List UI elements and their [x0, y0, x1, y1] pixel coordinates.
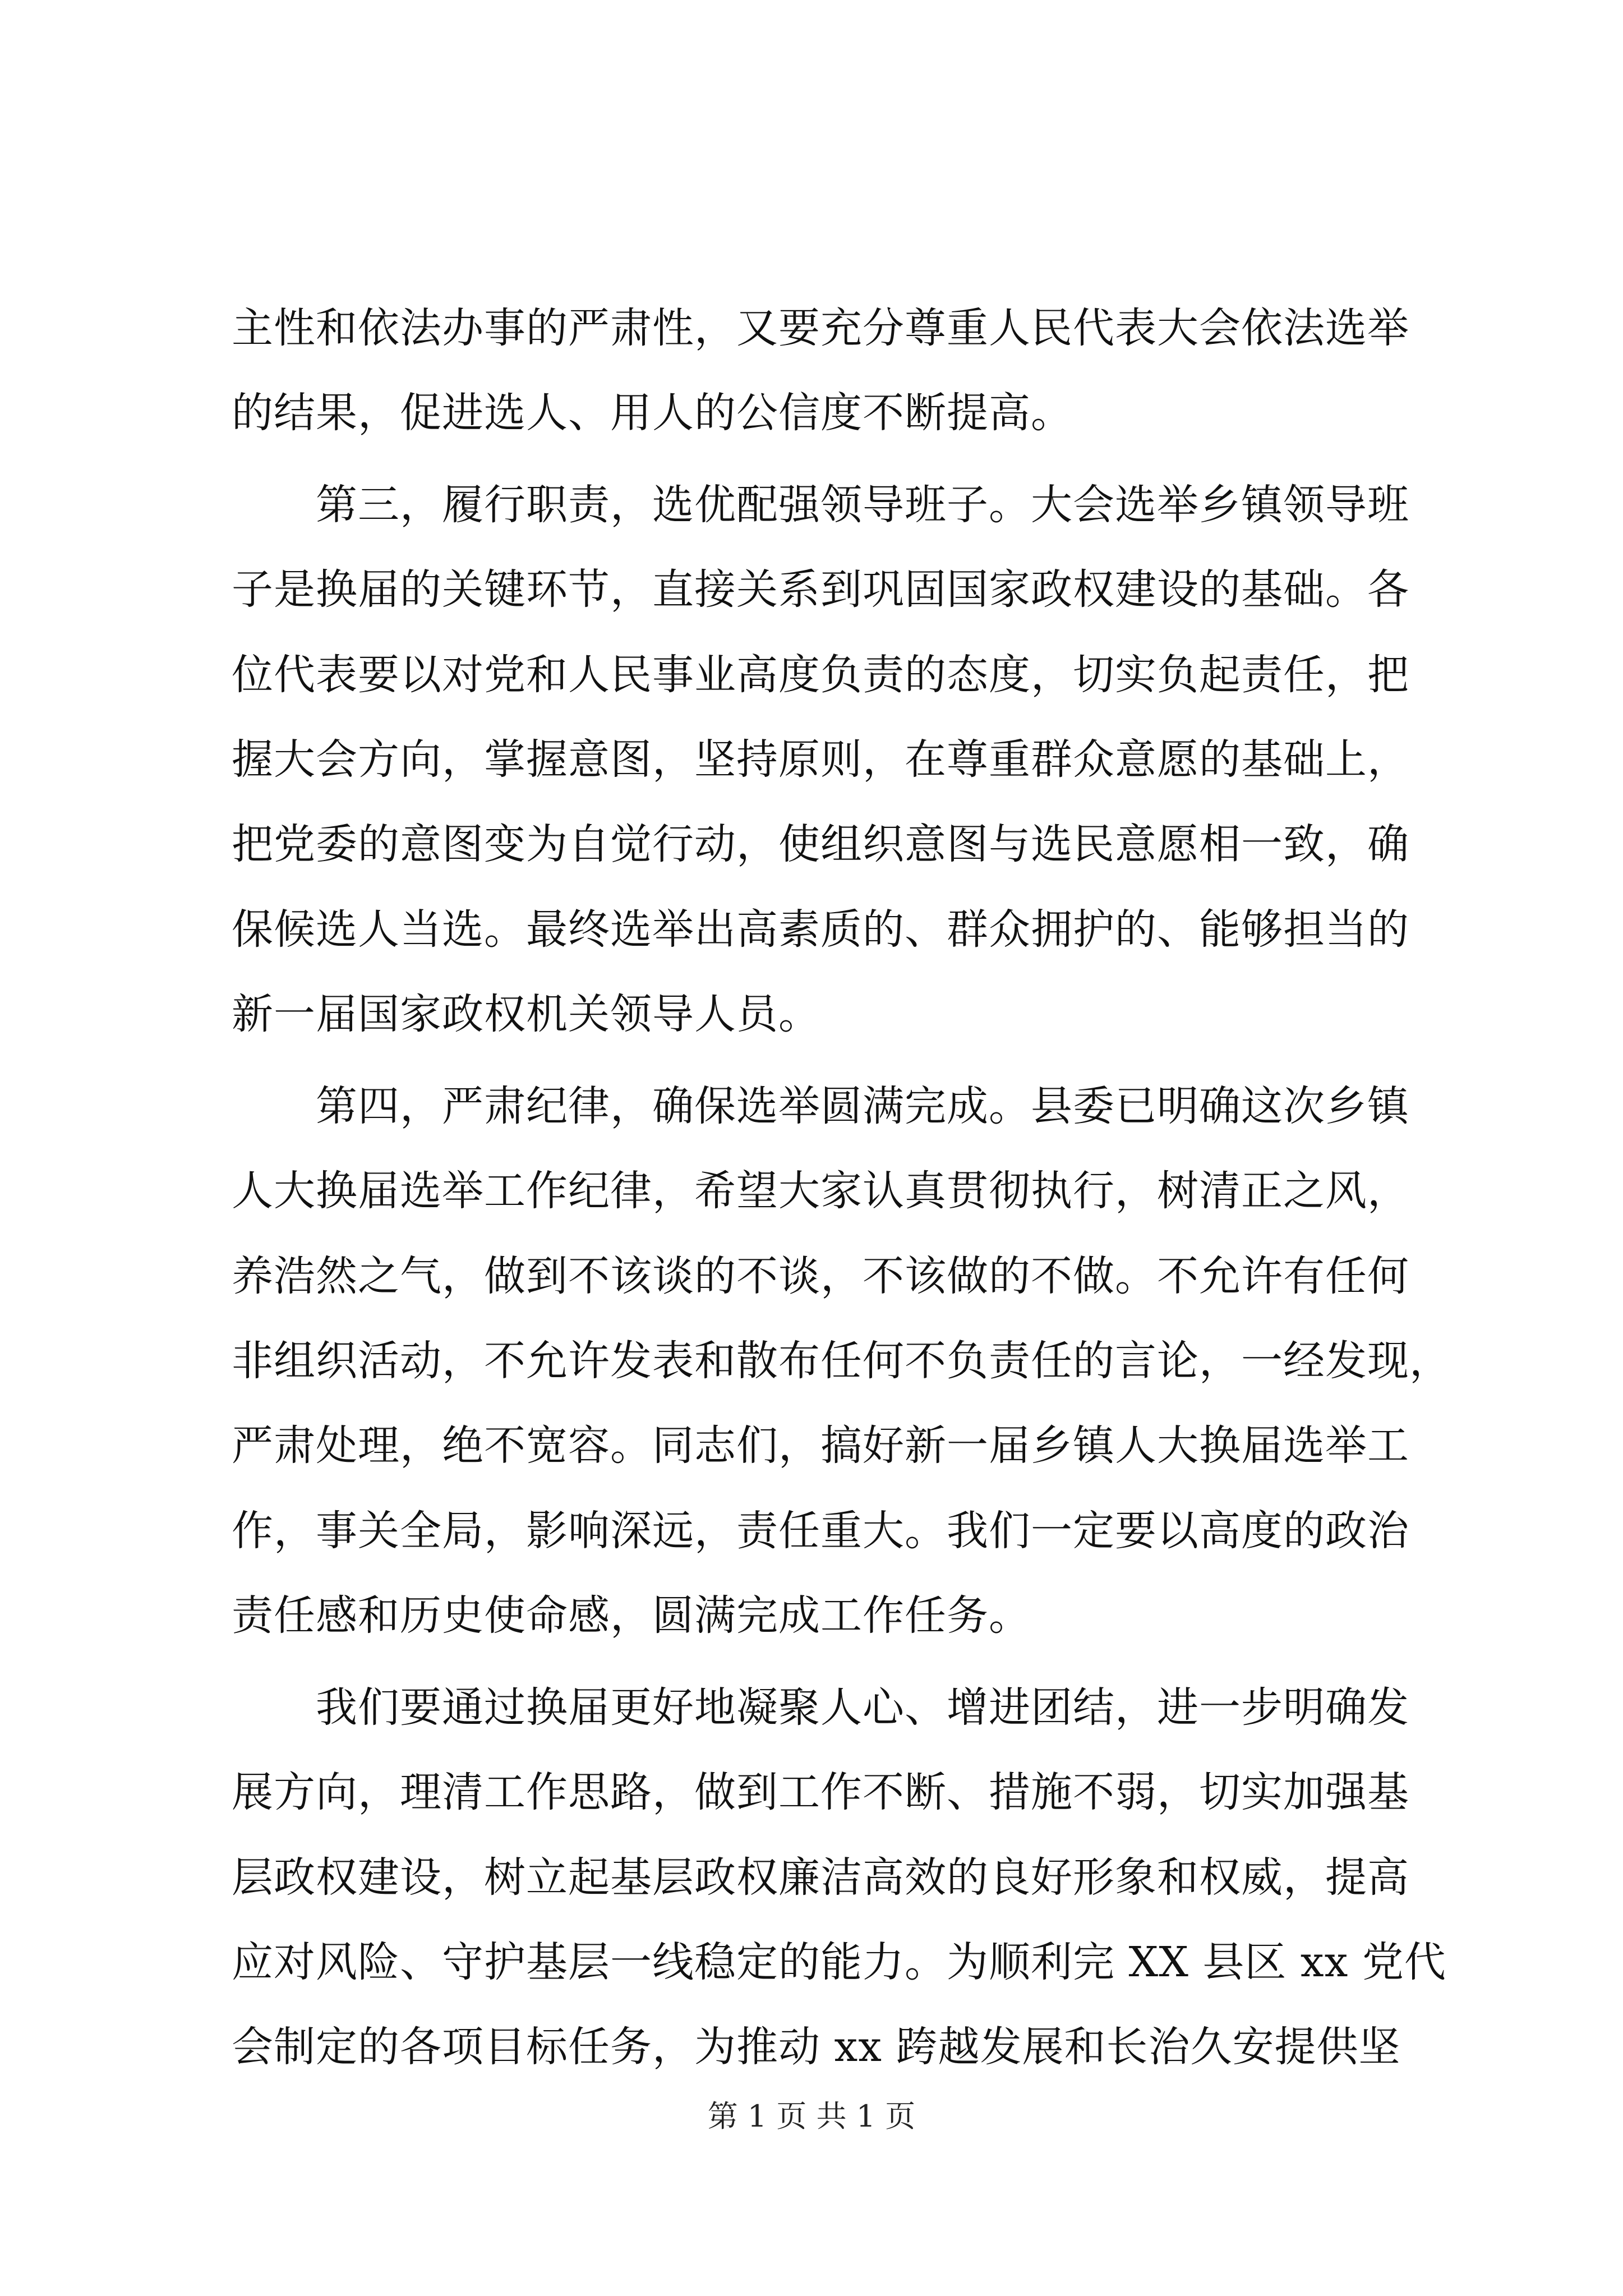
text-line: 主性和依法办事的严肃性，又要充分尊重人民代表大会依法选举 — [232, 304, 1409, 352]
text-line: 会制定的各项目标任务，为推动 xx 跨越发展和长治久安提供坚 — [232, 2023, 1401, 2071]
text-line: 应对风险、守护基层一线稳定的能力。为顺利完 XX 县区 xx 党代 — [232, 1938, 1446, 1986]
text-line: 人大换届选举工作纪律，希望大家认真贯彻执行，树清正之风， — [232, 1167, 1409, 1215]
text-line: 第三，履行职责，选优配强领导班子。大会选举乡镇领导班 — [232, 481, 1409, 529]
text-line: 位代表要以对党和人民事业高度负责的态度，切实负起责任，把 — [232, 651, 1409, 699]
text-line: 养浩然之气，做到不该谈的不谈，不该做的不做。不允许有任何 — [232, 1252, 1409, 1300]
text-line: 的结果，促进选人、用人的公信度不断提高。 — [232, 389, 1073, 437]
page-footer: 第 1 页 共 1 页 — [707, 2099, 916, 2134]
text-line: 握大会方向，掌握意图，坚持原则，在尊重群众意愿的基础上， — [232, 735, 1409, 784]
text-line: 层政权建设，树立起基层政权廉洁高效的良好形象和权威，提高 — [232, 1853, 1409, 1902]
text-line: 我们要通过换届更好地凝聚人心、增进团结，进一步明确发 — [232, 1683, 1409, 1732]
text-line: 子是换届的关键环节，直接关系到巩固国家政权建设的基础。各 — [232, 565, 1409, 614]
text-line: 责任感和历史使命感，圆满完成工作任务。 — [232, 1591, 1031, 1640]
text-line: 第四，严肃纪律，确保选举圆满完成。县委已明确这次乡镇 — [232, 1082, 1409, 1130]
text-line: 展方向，理清工作思路，做到工作不断、措施不弱，切实加强基 — [232, 1768, 1409, 1816]
text-line: 严肃处理，绝不宽容。同志们，搞好新一届乡镇人大换届选举工 — [232, 1421, 1409, 1470]
text-line: 保候选人当选。最终选举出高素质的、群众拥护的、能够担当的 — [232, 905, 1409, 954]
text-line: 把党委的意图变为自觉行动，使组织意图与选民意愿相一致，确 — [232, 820, 1409, 868]
text-line: 作，事关全局，影响深远，责任重大。我们一定要以高度的政治 — [232, 1507, 1409, 1555]
text-line: 新一届国家政权机关领导人员。 — [232, 990, 820, 1038]
text-line: 非组织活动，不允许发表和散布任何不负责任的言论，一经发现， — [232, 1337, 1451, 1385]
